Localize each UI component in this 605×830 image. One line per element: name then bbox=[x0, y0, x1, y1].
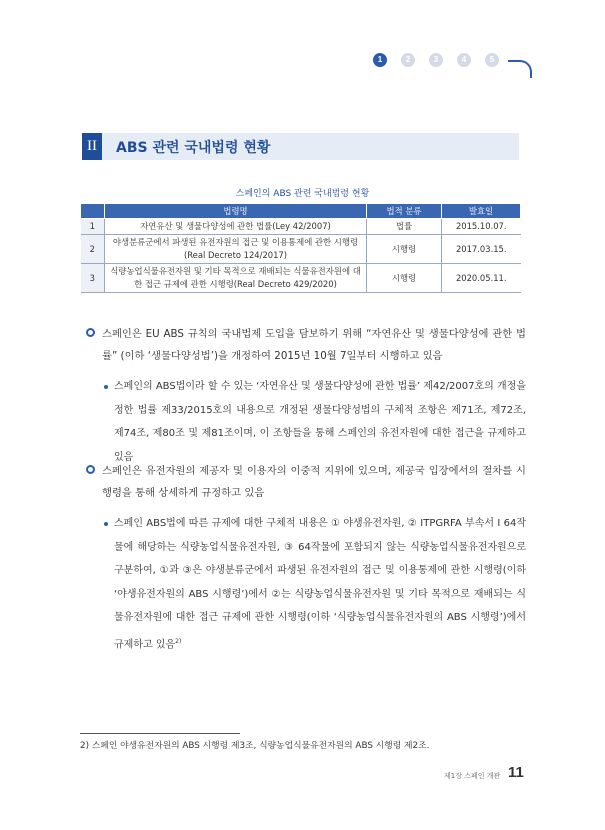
sub-paragraph-text: 스페인의 ABS법이라 할 수 있는 ‘자연유산 및 생물다양성에 관한 법률’ 제42/2007호의 개정을 정한 법률 제33/2015호의 내용으로 개정된 생물다양성법의 구체적 조항은 제71조, 제72조, 제74조, 제80조 및 제81조이며, 이 조항들을 통해 스페인의 유전자원에 대한 접근을 규제하고 있음 bbox=[114, 381, 526, 463]
footnote-ref[interactable]: 2) bbox=[175, 637, 182, 645]
footer-chapter: 제1장 스페인 개관 bbox=[444, 772, 501, 780]
row-law-type: 시행령 bbox=[367, 235, 442, 264]
paragraph-text: 스페인은 유전자원의 제공자 및 이용자의 이중적 지위에 있으며, 제공국 입장에서의 절차를 시행령을 통해 상세하게 규정하고 있음 bbox=[102, 465, 526, 499]
dot-bullet-icon bbox=[104, 385, 108, 389]
table-row bbox=[81, 264, 521, 293]
nav-step-3[interactable]: 3 bbox=[429, 53, 443, 67]
nav-step-4[interactable]: 4 bbox=[457, 53, 471, 67]
row-law-name: 자연유산 및 생물다양성에 관한 법률(Ley 42/2007) bbox=[105, 219, 367, 235]
circle-bullet-icon bbox=[86, 328, 95, 337]
row-effective-date: 2017.03.15. bbox=[442, 235, 521, 264]
section-number: II bbox=[82, 133, 102, 160]
row-effective-date: 2015.10.07. bbox=[442, 219, 521, 235]
circle-bullet-icon bbox=[86, 465, 95, 474]
footnote-divider bbox=[80, 733, 240, 734]
row-effective-date: 2020.05.11. bbox=[442, 264, 521, 293]
paragraph-text: 스페인은 EU ABS 규칙의 국내법제 도입을 담보하기 위해 “자연유산 및 생물다양성에 관한 법률” (이하 ‘생물다양성법’)을 개정하여 2015년 10월 7일부터 시행하고 있음 bbox=[102, 328, 526, 362]
footnote: 2) 스페인 야생유전자원의 ABS 시행령 제3조, 식량농업식물유전자원의 ABS 시행령 제2조. bbox=[80, 741, 430, 751]
paragraph-2 bbox=[86, 460, 526, 504]
row-law-name: 식량농업식물유전자원 및 기타 목적으로 재배되는 식물유전자원에 대한 접근 규제에 관한 시행령(Real Decreto 429/2020) bbox=[105, 264, 367, 293]
sub-paragraph-2 bbox=[104, 512, 526, 656]
row-number: 3 bbox=[81, 264, 105, 293]
sub-paragraph-1 bbox=[104, 375, 526, 469]
table-caption: 스페인의 ABS 관련 국내법령 현황 bbox=[235, 189, 370, 199]
table-header-row bbox=[81, 204, 521, 219]
table-row bbox=[81, 219, 521, 235]
section-heading bbox=[82, 133, 519, 160]
row-number: 2 bbox=[81, 235, 105, 264]
row-law-name: 야생분류군에서 파생된 유전자원의 접근 및 이용통제에 관한 시행령(Real Decreto 124/2017) bbox=[105, 235, 367, 264]
chapter-nav bbox=[373, 53, 499, 67]
row-number: 1 bbox=[81, 219, 105, 235]
table-row bbox=[81, 235, 521, 264]
row-law-type: 시행령 bbox=[367, 264, 442, 293]
page-number: 11 bbox=[508, 764, 524, 781]
table-header-type: 법적 분류 bbox=[367, 204, 442, 219]
sub-paragraph-text: 스페인 ABS법에 따른 규제에 대한 구체적 내용은 ① 야생유전자원, ② ITPGRFA 부속서 I 64작물에 해당하는 식량농업식물유전자원, ③ 64작물에 포함되지 않는 식량농업식물유전자원으로 구분하여, ①과 ③은 야생분류군에서 파생된 유전자원의 접근 및 이용통제에 관한 시행령(이하 ‘야생유전자원의 ABS 시행령’)에서 ②는 식량농업식물유전자원 및 기타 목적으로 재배되는 식물유전자원에 대한 접근 규제에 관한 시행령(이하 ‘식량농업식물유전자원의 ABS 시행령’)에서 규제하고 있음$^{2)}$ bbox=[114, 518, 526, 650]
row-law-type: 법률 bbox=[367, 219, 442, 235]
table-header-date: 발효일 bbox=[442, 204, 521, 219]
table-header-law: 법령명 bbox=[105, 204, 367, 219]
table-header-no bbox=[81, 204, 105, 219]
dot-bullet-icon bbox=[104, 522, 108, 526]
nav-step-1[interactable]: 1 bbox=[373, 53, 387, 67]
nav-step-2[interactable]: 2 bbox=[401, 53, 415, 67]
law-table bbox=[80, 203, 521, 293]
paragraph-1 bbox=[86, 323, 526, 367]
section-title: ABS 관련 국내법령 현황 bbox=[116, 139, 271, 156]
nav-step-5[interactable]: 5 bbox=[485, 53, 499, 67]
